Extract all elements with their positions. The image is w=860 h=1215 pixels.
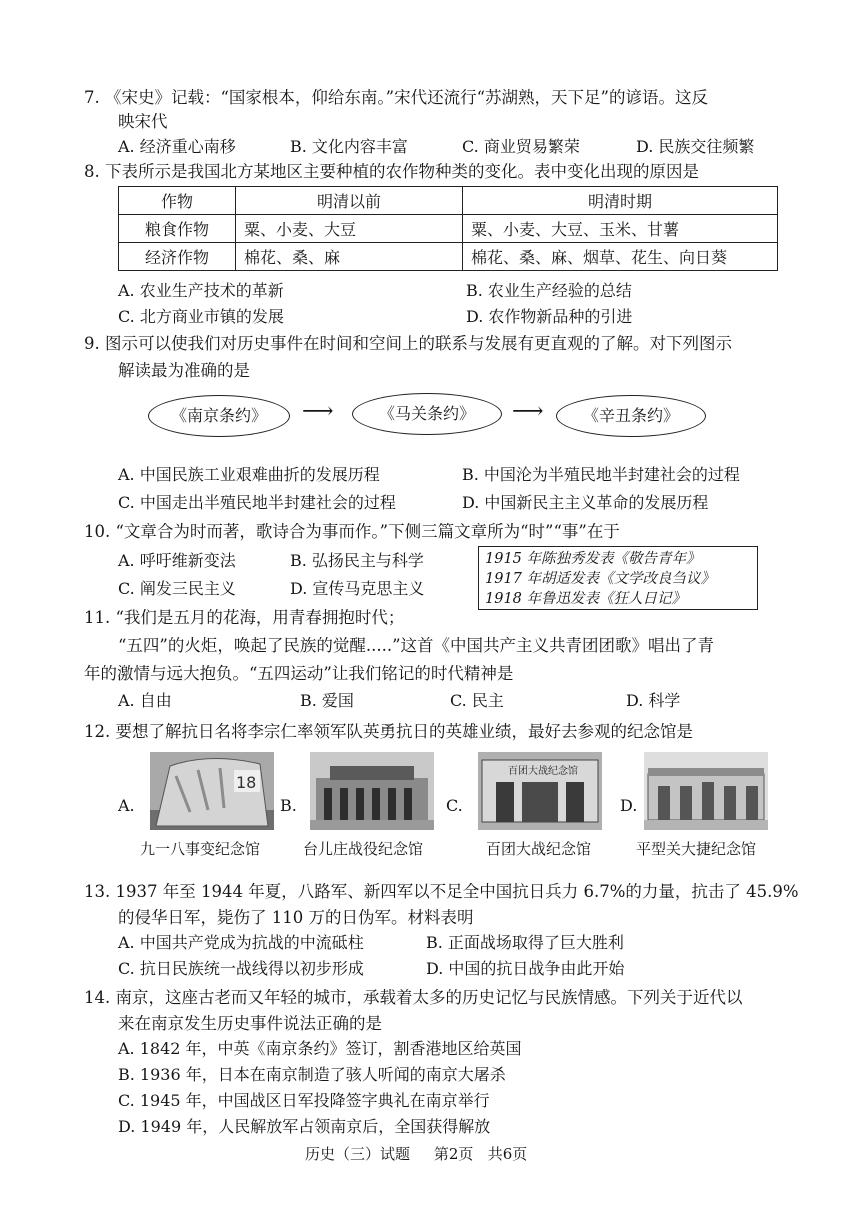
- caption-baituan: 百团大战纪念馆: [486, 840, 592, 858]
- q10-stem: 10. “文章合为时而著，歌诗合为事而作。”下侧三篇文章所为“时”“事”在于: [84, 522, 620, 541]
- table-cell: 粟、小麦、大豆、玉米、甘薯: [463, 215, 778, 243]
- q11-stem-line2: “五四”的火炬，唤起了民族的觉醒.....”这首《中国共产主义共青团团歌》唱出了青: [118, 636, 715, 655]
- q9-option-d: D. 中国新民主主义革命的发展历程: [462, 493, 709, 512]
- q9-option-c: C. 中国走出半殖民地半封建社会的过程: [118, 493, 396, 512]
- q11-option-c: C. 民主: [450, 691, 504, 710]
- q14-stem-line1: 14. 南京，这座古老而又年轻的城市，承载着太多的历史记忆与民族情感。下列关于近代以: [84, 988, 743, 1007]
- q7-option-c: C. 商业贸易繁荣: [462, 137, 580, 156]
- table-header-before: 明清以前: [236, 187, 463, 215]
- q10-option-d: D. 宣传马克思主义: [290, 579, 425, 598]
- q7-option-b: B. 文化内容丰富: [290, 137, 408, 156]
- q14-stem-line2: 来在南京发生历史事件说法正确的是: [118, 1014, 382, 1033]
- article-line: 1915 年陈独秀发表《敬告青年》: [485, 551, 701, 567]
- q13-option-d: D. 中国的抗日战争由此开始: [426, 959, 625, 978]
- q10-option-a: A. 呼吁维新变法: [118, 551, 236, 570]
- q13-option-b: B. 正面战场取得了巨大胜利: [426, 933, 624, 952]
- q10-option-c: C. 阐发三民主义: [118, 579, 236, 598]
- q7-stem-line1: 7. 《宋史》记载：“国家根本，仰给东南。”宋代还流行“苏湖熟，天下足”的谚语。这反: [84, 88, 708, 107]
- q12-option-c-letter: C.: [446, 796, 463, 815]
- q12-option-b-letter: B.: [280, 796, 297, 815]
- q11-option-d: D. 科学: [626, 691, 681, 710]
- flow-arrow-icon: ⟶: [302, 399, 334, 424]
- table-header-crop: 作物: [119, 187, 236, 215]
- table-row: [119, 215, 778, 243]
- q11-stem-line1: 11. “我们是五月的花海，用青春拥抱时代；: [84, 608, 405, 627]
- q7-stem-line2: 映宋代: [118, 112, 168, 131]
- q14-option-a: A. 1842 年，中英《南京条约》签订，割香港地区给英国: [118, 1039, 522, 1058]
- q8-option-d: D. 农作物新品种的引进: [466, 307, 633, 326]
- table-cell: 棉花、桑、麻: [236, 243, 463, 271]
- q14-option-d: D. 1949 年，人民解放军占领南京后，全国获得解放: [118, 1117, 491, 1136]
- footer-page-number: 第2页: [433, 1145, 474, 1163]
- table-cell: 粮食作物: [119, 215, 236, 243]
- q10-option-b: B. 弘扬民主与科学: [290, 551, 424, 570]
- q9-stem-line1: 9. 图示可以使我们对历史事件在时间和空间上的联系与发展有更直观的了解。对下列图示: [84, 334, 732, 353]
- q13-stem-line2: 的侵华日军，毙伤了 110 万的日伪军。材料表明: [118, 908, 474, 927]
- q12-option-a-letter: A.: [118, 796, 135, 815]
- flow-node-xinchou-treaty: 《辛丑条约》: [556, 395, 706, 437]
- q11-stem-line3: 年的激情与远大抱负。“五四运动”让我们铭记的时代精神是: [84, 664, 514, 683]
- q8-option-b: B. 农业生产经验的总结: [466, 281, 632, 300]
- q14-option-b: B. 1936 年，日本在南京制造了骇人听闻的南京大屠杀: [118, 1065, 506, 1084]
- sign-918-text: 18: [236, 773, 257, 792]
- footer-subject: 历史（三）试题: [305, 1145, 411, 1163]
- q9-stem-line2: 解读最为准确的是: [118, 361, 250, 380]
- q11-option-a: A. 自由: [118, 691, 172, 710]
- page-footer: [305, 1143, 527, 1164]
- q13-stem-line1: 13. 1937 年至 1944 年夏，八路军、新四军以不足全中国抗日兵力 6.7%的力量，抗击了 45.9%: [84, 882, 799, 901]
- caption-pingxingguan: 平型关大捷纪念馆: [636, 840, 757, 858]
- memorial-baituan-photo: [478, 752, 602, 830]
- article-line: 1917 年胡适发表《文学改良刍议》: [485, 571, 716, 587]
- q13-option-c: C. 抗日民族统一战线得以初步形成: [118, 959, 364, 978]
- table-header-ming-qing: 明清时期: [463, 187, 778, 215]
- table-cell: 粟、小麦、大豆: [236, 215, 463, 243]
- flow-arrow-icon: ⟶: [512, 399, 544, 424]
- q14-option-c: C. 1945 年，中国战区日军投降签字典礼在南京举行: [118, 1091, 490, 1110]
- table-cell: 经济作物: [119, 243, 236, 271]
- table-row: [119, 243, 778, 271]
- memorial-918-photo: [150, 752, 274, 830]
- q13-option-a: A. 中国共产党成为抗战的中流砥柱: [118, 933, 364, 952]
- memorial-pingxingguan-photo: [644, 752, 768, 830]
- q11-option-b: B. 爱国: [300, 691, 354, 710]
- article-line: 1918 年鲁迅发表《狂人日记》: [485, 591, 687, 607]
- table-header-row: [119, 187, 778, 215]
- q12-stem: 12. 要想了解抗日名将李宗仁率领军队英勇抗日的英雄业绩，最好去参观的纪念馆是: [84, 722, 693, 741]
- flow-node-nanjing-treaty: 《南京条约》: [148, 395, 290, 437]
- flow-node-maguan-treaty: 《马关条约》: [352, 393, 502, 435]
- caption-918: 九一八事变纪念馆: [140, 840, 261, 858]
- memorial-taierzhuang-photo: [310, 752, 434, 830]
- q8-option-c: C. 北方商业市镇的发展: [118, 307, 284, 326]
- q8-option-a: A. 农业生产技术的革新: [118, 281, 284, 300]
- sign-baituan-text: 百团大战纪念馆: [508, 766, 578, 777]
- q9-option-a: A. 中国民族工业艰难曲折的发展历程: [118, 465, 380, 484]
- articles-box: [478, 546, 758, 610]
- footer-total-pages: 共6页: [487, 1145, 528, 1163]
- q7-option-a: A. 经济重心南移: [118, 137, 236, 156]
- q12-option-d-letter: D.: [620, 796, 638, 815]
- q9-option-b: B. 中国沦为半殖民地半封建社会的过程: [462, 465, 740, 484]
- table-cell: 棉花、桑、麻、烟草、花生、向日葵: [463, 243, 778, 271]
- q7-option-d: D. 民族交往频繁: [636, 137, 755, 156]
- caption-taierzhuang: 台儿庄战役纪念馆: [303, 840, 424, 858]
- crop-table: [118, 186, 778, 271]
- q8-stem: 8. 下表所示是我国北方某地区主要种植的农作物种类的变化。表中变化出现的原因是: [84, 162, 699, 181]
